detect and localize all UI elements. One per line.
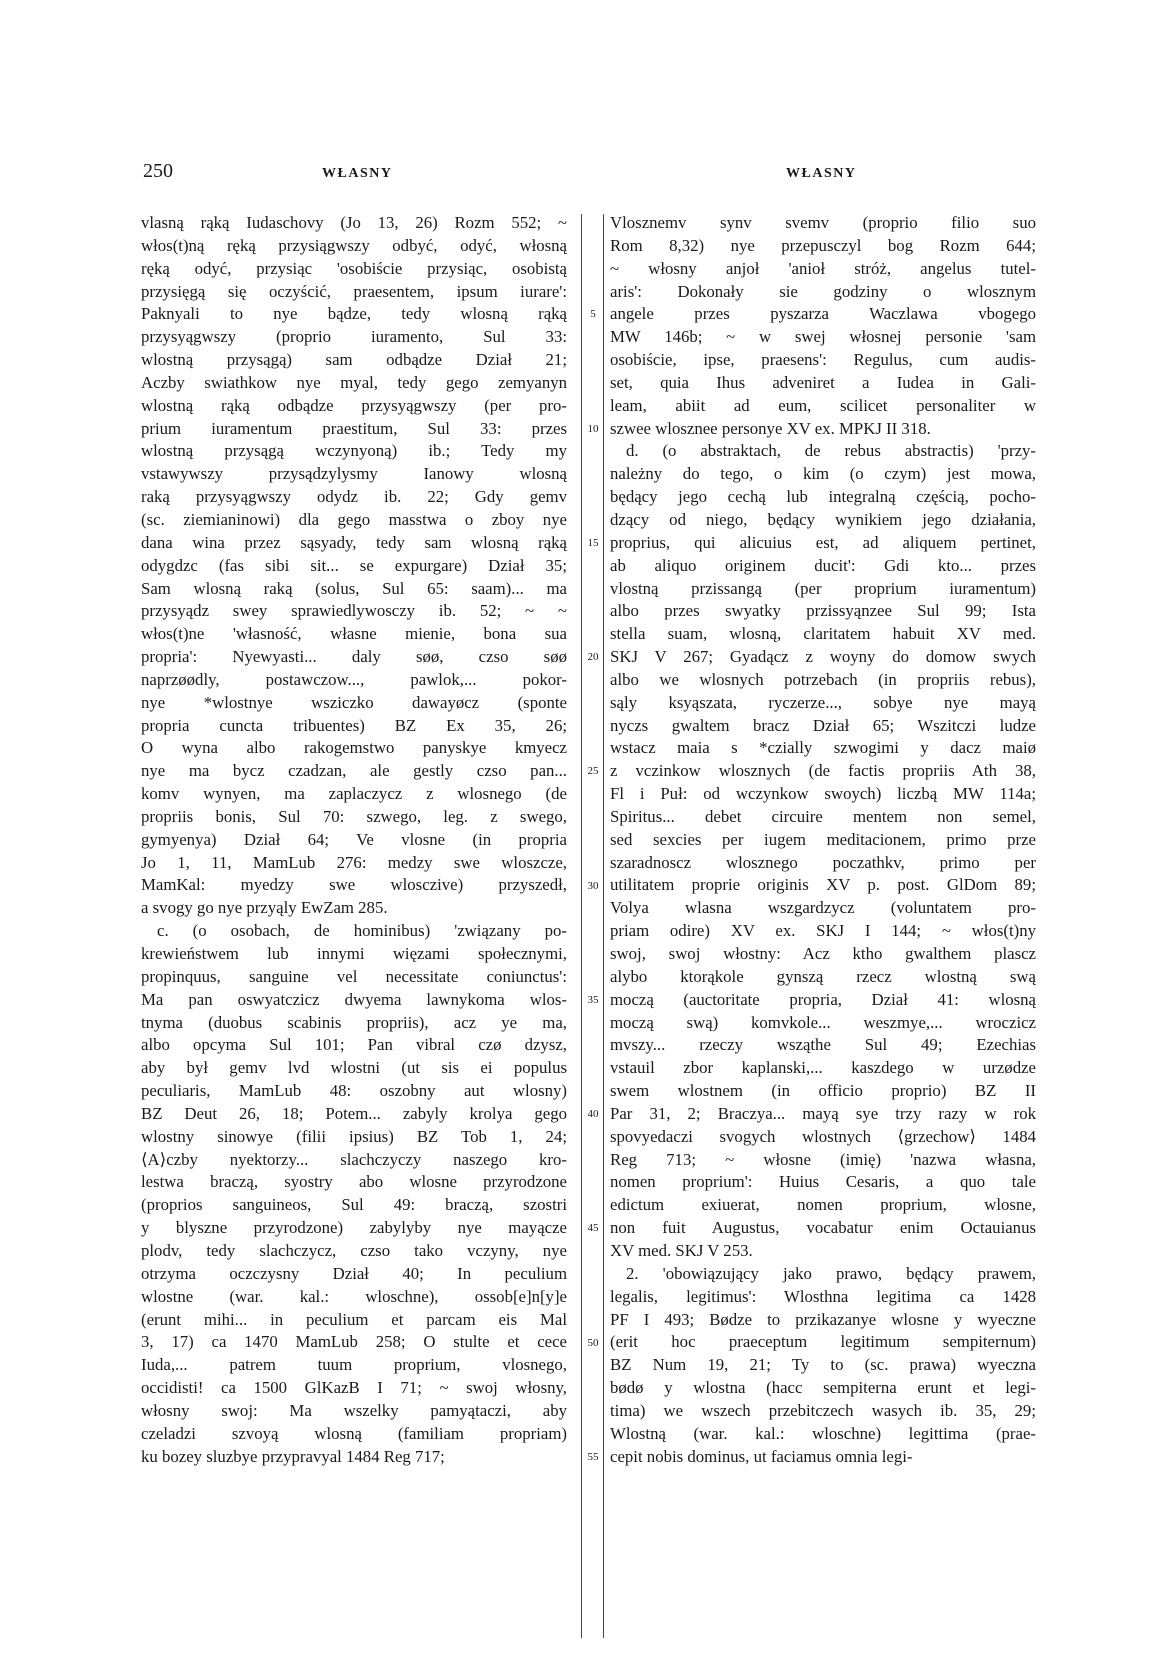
line-number: 55 [587,1450,599,1463]
text-line: włos(t)ną ręką przysiągwszy odbyć, odyć, włosną [141,235,567,255]
text-line: PF I 493; Bødze to przikazanye wlosne y wyeczne [610,1309,1036,1329]
text-line: mvszy... rzeczy wsząthe Sul 49; Ezechias [610,1035,1036,1055]
text-line: O wyna albo rakogemstwo panyskye kmyecz [141,738,567,758]
line-number: 30 [587,879,599,892]
text-line: Par 31, 2; Braczya... mayą sye trzy razy w rok [610,1103,1036,1123]
text-line: Aczby swiathkow nye myal, tedy gego zemyanyn [141,372,567,392]
text-line: krewieństwem lub innymi więzami społecznymi, [141,944,567,963]
running-head-left: WŁASNY [322,166,393,181]
text-line: propinquus, sanguine vel necessitate coniunctus': [141,966,567,986]
text-line: przysyądz swey sprawiedlywosczy ib. 52; ~ ~ [141,601,567,621]
text-line: czeladzi szvoyą wlosną (familiam propriam) [141,1423,567,1443]
text-line: spovyedaczi svogych wlostnych ⟨grzechow⟩ 1484 [610,1126,1036,1146]
text-line: gymyenya) Dział 64; Ve vlosne (in propria [141,829,567,849]
text-line: nyczs gwaltem bracz Dział 65; Wszitczi ludze [610,715,1036,735]
text-line: propria': Nyewyasti... daly søø, czso søø [141,647,567,667]
text-line: nomen proprium': Huius Cesaris, a quo tale [610,1172,1036,1192]
text-line: ku bozey sluzbye przypravyal 1484 Reg 717; [141,1446,445,1466]
text-line: 3, 17) ca 1470 MamLub 258; O stulte et cece [141,1332,567,1352]
text-line: wstacz maia s *czially szwogimi y dacz maiø [610,738,1036,758]
page-number: 250 [143,160,173,182]
line-number: 40 [587,1108,599,1121]
text-line: sed sexcies per iugem meditacionem, primo prze [610,829,1036,849]
text-line: vlasną rąką Iudaschovy (Jo 13, 26) Rozm 552; ~ [141,213,567,232]
text-line: nye *wlostnye wsziczko dawayøcz (sponte [141,692,567,712]
text-line: (erit hoc praeceptum legitimum sempiternum) [610,1332,1036,1352]
text-line: XV med. SKJ V 253. [610,1240,753,1260]
text-line: Reg 713; ~ włosne (imię) 'nazwa własna, [610,1149,1036,1169]
text-line: Jo 1, 11, MamLub 276: medzy swe wloszcze, [141,852,567,872]
text-line: propriis bonis, Sul 70: szwego, leg. z swego, [141,806,567,826]
text-line: przysyągwszy (proprio iuramento, Sul 33: [141,327,567,347]
line-number: 50 [587,1336,599,1349]
text-line: MW 146b; ~ w swej włosnej personie 'sam [610,327,1036,347]
text-line: MamKal: myedzy swe wlosczive) przyszedł, [141,875,567,895]
text-line: wlostne (war. kal.: wloschne), ossob[e]n[y]e [141,1286,567,1306]
text-line: dana wina przez sąsyady, tedy sam wlosną rąką [141,532,567,552]
text-line: non fuit Augustus, vocabatur enim Octauianus [610,1218,1036,1238]
text-line: odygdzc (fas sibi sit... se expurgare) Dział 35; [141,555,567,575]
line-number: 35 [587,993,599,1006]
text-line: ⟨A⟩czby nyektorzy... slachczyczy naszego kro- [141,1149,567,1169]
text-line: 2. 'obowiązujący jako prawo, będący prawem, [626,1263,1036,1283]
text-line: Volya wlasna wszgardzycz (voluntatem pro- [610,898,1036,918]
text-line: aby był gemv lvd wlostni (ut sis ei populus [141,1058,567,1078]
text-line: priam odire) XV ex. SKJ I 144; ~ włos(t)ny [610,921,1036,941]
text-line: ~ włosny anjoł 'anioł stróż, angelus tutel- [610,258,1036,278]
text-line: włosny swoj: Ma wszelky pamyątaczi, aby [141,1400,567,1420]
text-line: nye ma bycz czadzan, ale gestly czso pan... [141,761,567,781]
text-line: tnyma (duobus scabinis propriis), acz ye ma, [141,1012,567,1032]
text-line: cepit nobis dominus, ut faciamus omnia legi- [610,1446,913,1466]
text-line: edictum exiuerat, nomen proprium, wlosne, [610,1195,1036,1215]
text-line: (proprios sanguineos, Sul 49: braczą, szostri [141,1195,567,1215]
text-line: Rom 8,32) nye przepusczyl bog Rozm 644; [610,235,1036,255]
text-line: albo przes swyatky przissyąnzee Sul 99; Ista [610,601,1036,621]
text-line: Iuda,... patrem tuum proprium, vlosnego, [141,1355,567,1375]
text-line: wlostny sinowye (filii ipsius) BZ Tob 1, 24; [141,1126,567,1146]
line-number-gutter [583,212,603,1642]
text-line: szaradnoscz wlosznego poczathkv, primo per [610,852,1036,872]
text-line: c. (o osobach, de hominibus) 'związany po- [157,921,567,941]
text-line: BZ Deut 26, 18; Potem... zabyly krolya gego [141,1103,567,1123]
text-line: wlostną przysągą) sam odbądze Dział 21; [141,350,567,370]
text-line: BZ Num 19, 21; Ty to (sc. prawa) wyeczna [610,1355,1036,1375]
text-line: Ma pan oswyatczicz dwyema lawnykoma wlos- [141,989,567,1009]
text-line: swem wlostnem (in officio proprio) BZ II [610,1081,1036,1101]
text-line: (erunt mihi... in peculium et parcam eis Mal [141,1309,567,1329]
running-head-right: WŁASNY [786,166,857,181]
text-line: aris': Dokonały sie godziny o wlosznym [610,281,1036,301]
text-line: Fl i Puł: od wczynkow swoych) liczbą MW 114a; [610,784,1036,804]
text-line: albo opcyma Sul 101; Pan vibral czø dzysz, [141,1035,567,1055]
text-line: ab aliquo originem ducit': Gdi kto... przes [610,555,1036,575]
line-number: 15 [587,536,599,549]
text-line: set, quia Ihus adveniret a Iudea in Gali- [610,372,1036,392]
right-column [610,212,1036,1468]
text-line: angele przes pyszarza Waczlawa vbogego [610,304,1036,324]
text-line: Spiritus... debet circuire mentem non semel, [610,806,1036,826]
text-line: sąly ksyąszata, ryczerze..., sobye nye mayą [610,692,1036,712]
text-line: Paknyali to nye bądze, tedy wlosną rąką [141,304,567,324]
text-line: naprzøødly, postawczow..., pawlok,... pokor- [141,669,567,689]
text-line: otrzyma oczczysny Dział 40; In peculium [141,1263,567,1283]
text-line: vstauil zbor kaplanski,... kaszdego w urzødze [610,1058,1036,1078]
column-rule-left [581,214,582,1638]
line-number: 5 [590,308,596,321]
column-rule-right [603,214,604,1638]
text-line: lestwa braczą, syostry abo wlosne przyrodzone [141,1172,567,1192]
text-line: prium iuramentum praestitum, Sul 33: przes [141,418,567,438]
text-line: utilitatem proprie originis XV p. post. GlDom 89; [610,875,1036,895]
line-number: 25 [587,765,599,778]
text-line: d. (o abstraktach, de rebus abstractis) 'przy- [626,441,1036,461]
text-line: osobiście, ipse, praesens': Regulus, cum audis- [610,350,1036,370]
page-header [0,160,1161,190]
text-line: vstawywszy przysądzylysmy Ianowy wlosną [141,464,567,484]
line-number: 45 [587,1222,599,1235]
text-line: z vczinkow wlosznych (de factis propriis Ath 38, [610,761,1036,781]
text-line: swoj, swoj włostny: Acz ktho gwalthem plascz [610,944,1036,963]
text-line: vlostną przissangą (per proprium iuramentum) [610,578,1036,598]
text-line: SKJ V 267; Gyadącz z woyny do domow swych [610,647,1036,667]
text-line: przysięgą się oczyścić, praesentem, ipsum iurare': [141,281,567,301]
text-line: alybo ktorąkole gynszą rzecz wlostną swą [610,966,1036,986]
text-line: należny do tego, o kim (o czym) jest mowa, [610,464,1036,484]
text-line: y blyszne przyrodzone) zabylyby nye mayącze [141,1218,567,1238]
text-line: plodv, tedy slachczycz, czso tako vczyny, nye [141,1240,567,1260]
text-line: wlostną przysągą wczynyoną) ib.; Tedy my [141,441,567,461]
text-line: tima) we wszech przebitczech wasych ib. 35, 29; [610,1400,1036,1420]
text-line: occidisti! ca 1500 GlKazB I 71; ~ swoj włosny, [141,1378,567,1398]
text-line: a svogy go nye przyąly EwZam 285. [141,898,388,918]
text-line: komv wynyen, ma zaplaczycz z wlosnego (de [141,784,567,804]
text-line: moczą swą) komvkole... weszmye,... wroczicz [610,1012,1036,1032]
text-line: leam, abiit ad eum, scilicet personaliter w [610,395,1036,415]
line-number: 10 [587,422,599,435]
text-line: peculiaris, MamLub 48: oszobny aut wlosny) [141,1081,567,1101]
text-line: propria cuncta tribuentes) BZ Ex 35, 26; [141,715,567,735]
text-line: dzący od niego, będący wynikiem jego działania, [610,509,1036,529]
text-line: włos(t)ne 'własność, własne mienie, bona sua [141,624,567,644]
text-line: bødø y wlostna (hacc sempiterna erunt et legi- [610,1378,1036,1398]
text-line: (sc. ziemianinowi) dla gego masstwa o zboy nye [141,509,567,529]
text-line: legalis, legitimus': Wlosthna legitima ca 1428 [610,1286,1036,1306]
text-line: szwee wlosznee personye XV ex. MPKJ II 318. [610,418,931,438]
text-line: będący jego cechą lub integralną częścią, pocho- [610,487,1036,507]
text-line: raką przysyągwszy odydz ib. 22; Gdy gemv [141,487,567,507]
text-line: stella suam, wlosną, claritatem habuit XV med. [610,624,1036,644]
text-line: ręką odyć, przysiąc 'osobiście przysiąc, osobistą [141,258,567,278]
line-number: 20 [587,651,599,664]
left-column [141,212,567,1468]
text-line: proprius, qui alicuius est, ad aliquem pertinet, [610,532,1036,552]
text-line: Vlosznemv synv svemv (proprio filio suo [610,213,1036,232]
text-line: moczą (auctoritate propria, Dział 41: wlosną [610,989,1036,1009]
text-line: wlostną rąką odbądze przysyągwszy (per pro- [141,395,567,415]
text-line: albo we wlosnych potrzebach (in propriis rebus), [610,669,1036,689]
text-line: Sam wlosną raką (solus, Sul 65: saam)... ma [141,578,567,598]
text-line: Wlostną (war. kal.: wloschne) legittima (prae- [610,1423,1036,1443]
